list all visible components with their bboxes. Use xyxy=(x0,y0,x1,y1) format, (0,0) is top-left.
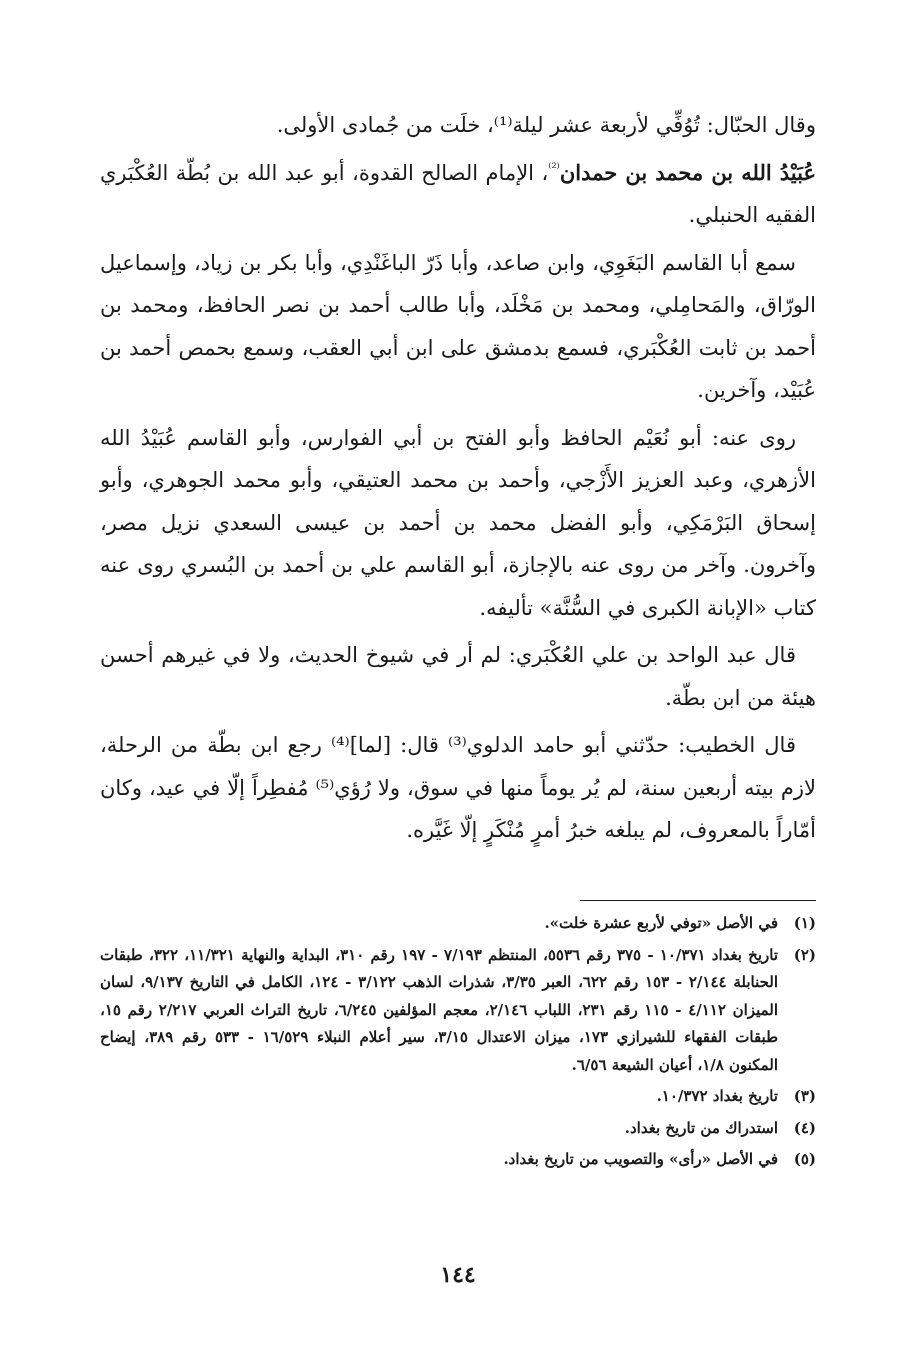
footnote-number: (٥) xyxy=(793,1150,816,1168)
paragraph-khatib-quote xyxy=(100,724,816,852)
paragraph-teachers xyxy=(100,242,816,412)
paragraph-students xyxy=(100,417,816,630)
paragraph-entry-heading xyxy=(100,152,816,237)
footnote-5 xyxy=(100,1146,816,1174)
entry-name: عُبَيْدُ الله بن محمد بن حمدان xyxy=(559,159,816,185)
footnote-text: تاريخ بغداد ١٠/٣٧١ - ٣٧٥ رقم ٥٥٣٦، المنتظم ٧/١٩٣ - ١٩٧ رقم ٣١٠، البداية والنهاية ١١/٣٢١، ٣٢٢، طبقات الحنابلة ٢/١٤٤ - ١٥٣ رقم ٦٢٢، العبر ٣/٣٥، شذرات الذهب ٣/١٢٢ - ١٢٤، الكامل في التاريخ ٩/١٣٧، لسان الميزان ٤/١١٢ - ١١٥ رقم ٢٣١، اللباب ٢/١٤٦، معجم المؤلفين ٦/٢٤٥، تاريخ التراث العربي ٢/٢١٧ رقم ١٥، طبقات الفقهاء للشيرازي ١٧٣، ميزان الاعتدال ٣/١٥، سير أعلام النبلاء ١٦/٥٢٩ - ٥٣٣ رقم ٣٨٩، إيضاح المكنون ١/٨، أعيان الشيعة ٦/٥٦. xyxy=(100,945,779,1074)
footnote-number: (٤) xyxy=(793,1118,816,1137)
paragraph-text: روى عنه: أبو نُعَيْم الحافظ وأبو الفتح بن أبي الفوارس، وأبو القاسم عُبَيْدُ الله الأزهري، وعبد العزيز الأَزْجي، وأحمد بن محمد العتيقي، وأبو محمد الجوهري، وأبو إسحاق البَرْمَكِي، وأبو الفضل محمد بن أحمد بن عيسى السعدي نزيل مصر، وآخرون. وآخر من روى عنه بالإجازة، أبو القاسم علي بن أحمد بن البُسري روى عنه كتاب «الإبانة الكبرى في السُّنَّة» تأليفه. xyxy=(100,425,816,620)
footnote-number: (٣) xyxy=(793,1087,816,1105)
footnotes xyxy=(100,910,816,1178)
footnote-4 xyxy=(100,1115,816,1143)
footnote-text: تاريخ بغداد ١٠/٣٧٢. xyxy=(656,1087,778,1105)
footnote-text: في الأصل «توفي لأربع عشرة خلت». xyxy=(544,914,778,932)
footnote-2 xyxy=(100,942,816,1080)
paragraph-text: ، الإمام الصالح القدوة، أبو عبد الله بن بُطّة العُكْبَري الفقيه الحنبلي. xyxy=(100,160,816,227)
paragraph-text: وقال الحبّال: تُوُفِّي لأربعة عشر ليلة⁽¹⁾، خلَت من جُمادى الأولى. xyxy=(276,113,816,137)
footnote-3 xyxy=(100,1083,816,1111)
footnote-number: (٢) xyxy=(793,945,816,964)
paragraph-text: قال عبد الواحد بن علي العُكْبَري: لم أر في شيوخ الحديث، ولا في غيرهم أحسن هيئة من ابن بطّة. xyxy=(100,643,816,710)
main-text xyxy=(100,104,816,857)
footnote-ref: ⁽²⁾ xyxy=(548,160,560,176)
paragraph-hibal-quote xyxy=(100,104,816,147)
paragraph-text: قال الخطيب: حدّثني أبو حامد الدلوي⁽³⁾ قال: [لما]⁽⁴⁾ رجع ابن بطّة من الرحلة، لازم بيته أربعين سنة، لم يُر يوماً منها في سوق، ولا رُؤي⁽⁵⁾ مُفطِراً إلّا في عيد، وكان أمّاراً بالمعروف، لم يبلغه خبرُ أمرٍ مُنْكَرٍ إلّا غَيَّره. xyxy=(100,733,816,842)
footnote-number: (١) xyxy=(793,914,816,932)
page-number: ١٤٤ xyxy=(440,1262,476,1288)
paragraph-akbari-quote xyxy=(100,634,816,719)
book-page xyxy=(100,0,816,1372)
footnote-divider xyxy=(580,900,816,901)
footnote-1 xyxy=(100,910,816,938)
footnote-text: استدراك من تاريخ بغداد. xyxy=(624,1118,778,1137)
paragraph-text: سمع أبا القاسم البَغَوِي، وابن صاعد، وأبا ذَرّ الباغَنْدِي، وأبا بكر بن زياد، وإسماعيل الورّاق، والمَحامِلي، ومحمد بن مَخْلَد، وأبا طالب أحمد بن نصر الحافظ، ومحمد بن أحمد بن ثابت العُكْبَري، فسمع بدمشق على ابن أبي العقب، وسمع بحمص أحمد بن عُبَيْد، وآخرين. xyxy=(100,250,816,402)
footnote-text: في الأصل «رأى» والتصويب من تاريخ بغداد. xyxy=(503,1150,778,1168)
